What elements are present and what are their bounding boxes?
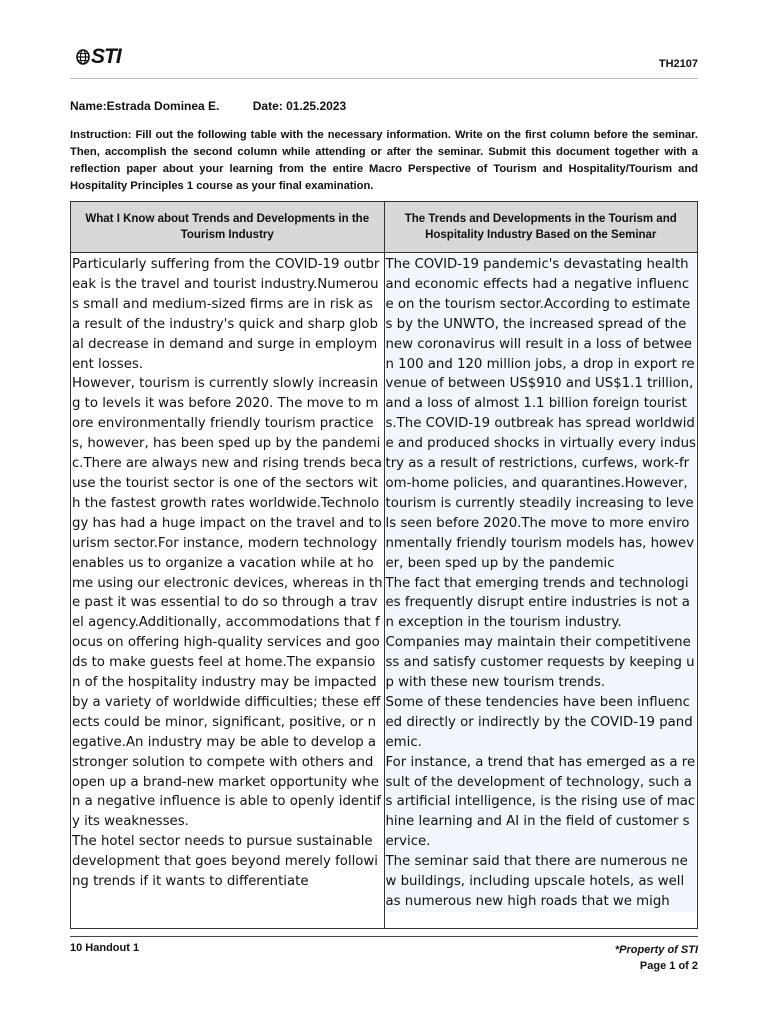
right-paragraph: The COVID-19 pandemic's devastating health and economic effects had a negative influence on the tourism sector.According to estimates by the UNWTO, the increased spread of the new coronavirus will result in a loss of between 100 and 120 million jobs, a drop in export revenue of between US$910 and US$1.1 trillion, and a loss of almost 1.1 billion foreign tourists.The COVID-19 outbreak has spread worldwide and produced shocks in virtually every industry as a result of restrictions, curfews, work-from-home policies, and quarantines.However, tourism is currently steadily increasing to levels seen before 2020.The move to more environmentally friendly tourism models has, however, been sped up by the pandemic (386, 255, 697, 574)
student-info (70, 99, 346, 113)
header-seminar-trends: The Trends and Developments in the Tourism and Hospitality Industry Based on the Seminar (384, 202, 698, 252)
right-paragraph: For instance, a trend that has emerged as a result of the development of technology, such as artificial intelligence, is the rising use of machine learning and AI in the field of customer service. (386, 753, 697, 853)
page-number: Page 1 of 2 (639, 960, 698, 972)
trends-table (70, 201, 698, 929)
document-code: TH2107 (658, 58, 698, 70)
instruction-text: Instruction: Fill out the following table with the necessary information. Write on the first column before the seminar. Then, accomplish the second column while attending or after the seminar. Submit this document together with a reflection paper about your learning from the entire Macro Perspective of Tourism and Hospitality/Tourism and Hospitality Principles 1 course as your final examination. (70, 129, 698, 192)
footer-right (615, 942, 698, 974)
logo-text: STI (91, 45, 121, 68)
submission-date: Date: 01.25.2023 (252, 99, 347, 113)
left-paragraph: Particularly suffering from the COVID-19 outbreak is the travel and tourist industry.Numerous small and medium-sized firms are in risk as a result of the industry's quick and sharp global decrease in demand and surge in employment losses. (72, 257, 380, 372)
sti-logo (76, 45, 121, 69)
table-body-row (71, 253, 697, 929)
header-divider (70, 78, 698, 79)
column-seminar-trends (384, 253, 698, 929)
right-paragraph: The seminar said that there are numerous new buildings, including upscale hotels, as well as numerous new high roads that we migh (386, 852, 697, 912)
right-paragraph: Some of these tendencies have been influenced directly or indirectly by the COVID-19 pandemic. (386, 693, 697, 753)
globe-icon (76, 49, 90, 65)
left-paragraph: The hotel sector needs to pursue sustainable development that goes beyond merely following trends if it wants to differentiate (72, 834, 378, 890)
left-paragraph: However, tourism is currently slowly increasing to levels it was before 2020. The move to more environmentally friendly tourism practices, however, has been sped up by the pandemic.There are always new and rising trends because the tourist sector is one of the sectors with the fastest growth rates worldwide.Technology has had a huge impact on the travel and tourism sector.For instance, modern technology enables us to organize a vacation while at home using our electronic devices, whereas in the past it was essential to do so through a travel agency.Additionally, accommodations that focus on offering high-quality services and goods to make guests feel at home.The expansion of the hospitality industry may be impacted by a variety of worldwide difficulties; these effects could be minor, significant, positive, or negative.An industry may be able to develop a stronger solution to compete with others and open up a brand-new market opportunity when a negative influence is able to openly identify its weaknesses. (72, 376, 383, 830)
handout-label: 10 Handout 1 (70, 942, 140, 954)
table-header-row (71, 202, 697, 253)
right-paragraph: Companies may maintain their competitiveness and satisfy customer requests by keeping up with these new tourism trends. (386, 633, 697, 693)
footer-divider (70, 936, 698, 937)
column-what-i-know (71, 253, 384, 929)
right-paragraph: The fact that emerging trends and technologies frequently disrupt entire industries is not an exception in the tourism industry. (386, 574, 697, 634)
property-notice: *Property of STI (614, 944, 698, 956)
header-what-i-know: What I Know about Trends and Developments in the Tourism Industry (85, 213, 370, 241)
student-name: Name:Estrada Dominea E. (70, 99, 220, 113)
